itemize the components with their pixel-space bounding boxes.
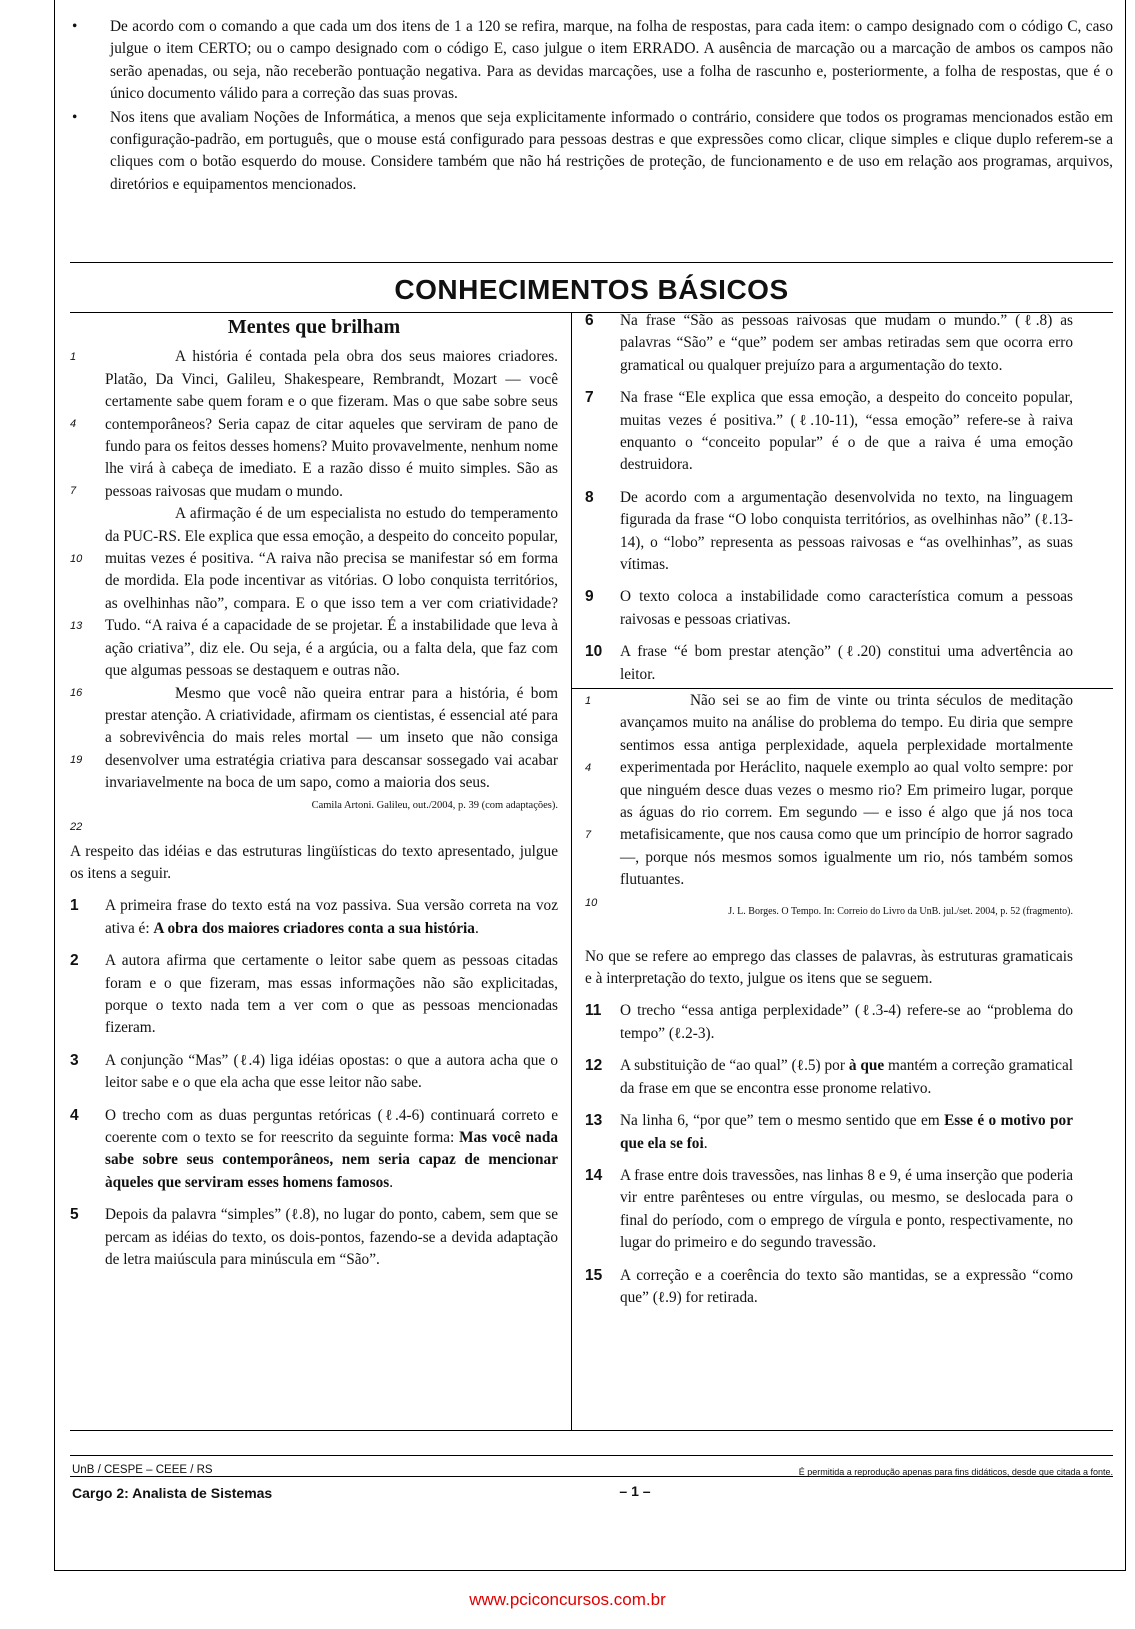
- question-item: 11 O trecho “essa antiga perplexidade” (ℓ.3-4) refere-se ao “problema do tempo” (ℓ.2-3).: [585, 1002, 1073, 1042]
- column-divider: [571, 312, 572, 1430]
- bottom-rule: [70, 1430, 1113, 1431]
- text1-title: Mentes que brilham: [227, 316, 401, 338]
- item-number: 9: [585, 588, 594, 606]
- paragraph: A história é contada pela obra dos seus maiores criadores. Platão, Da Vinci, Galileu, Shakespeare, Rembrandt, Mozart — você certamente sabe quem foram e o que fizeram. Mas o que sabe sobre seus contemporâneos? Seria capaz de citar aqueles que serviram de pano de fundo para os feitos desses homens? Muito provavelmente, nenhum nome lhe virá à cabeça de imediato. E a razão disso é muito simples. São as pessoas raivosas que mudam o mundo.: [105, 348, 558, 500]
- top-rule: [70, 262, 1113, 263]
- line-number: 1: [585, 695, 592, 707]
- left-column: [70, 312, 558, 1281]
- line-number: 1: [70, 351, 77, 364]
- item-number: 11: [585, 1002, 602, 1020]
- line-number: 16: [70, 687, 83, 700]
- footer-note: É permitida a reprodução apenas para fins didáticos, desde que citada a fonte.: [798, 1467, 1113, 1477]
- line-number: 7: [70, 485, 77, 498]
- item-number: 7: [585, 389, 594, 407]
- item-number: 8: [585, 488, 594, 506]
- question-item: 8 De acordo com a argumentação desenvolvida no texto, na linguagem figurada da frase “O lobo conquista territórios, as ovelhinhas não” (ℓ.13-14), o “lobo” representa as pessoas raivosas e “as ovelhinhas”, as suas vítimas.: [585, 488, 1073, 574]
- question-item: 3 A conjunção “Mas” (ℓ.4) liga idéias opostas: o que a autora acha que o leitor sabe e o que ela acha que esse leitor não sabe.: [70, 1051, 558, 1092]
- question-item: 5 Depois da palavra “simples” (ℓ.8), no lugar do ponto, cabem, sem que se percam as idéias do texto, os dois-pontos, fazendo-se a devida adaptação de letra maiúscula para minúscula em “São”.: [70, 1206, 558, 1269]
- right-column: [585, 310, 1073, 696]
- question-item: 10 A frase “é bom prestar atenção” (ℓ.20) constitui uma advertência ao leitor.: [585, 643, 1073, 683]
- footer-rule: [70, 1455, 1113, 1456]
- footer-cargo: Cargo 2: Analista de Sistemas: [72, 1485, 273, 1501]
- item-number: 6: [585, 312, 594, 329]
- line-number: 19: [70, 754, 83, 767]
- instructions: [70, 16, 1113, 197]
- item-number: 13: [585, 1112, 603, 1130]
- instruction-item: • Nos itens que avaliam Noções de Informática, a menos que seja explicitamente informado o contrário, considere que todos os programas mencionados estão em configuração-padrão, em português, que o mouse está configurado para pessoas destras e que expressões como clicar, clique simples e clique duplo referem-se a cliques com o botão esquerdo do mouse. Considere também que não há restrições de proteção, de funcionamento e de uso em relação aos programas, arquivos, diretórios e equipamentos mencionados.: [70, 107, 1113, 197]
- footer-org: UnB / CESPE – CEEE / RS: [72, 1464, 213, 1476]
- text1-source: Camila Artoni. Galileu, out./2004, p. 39 (com adaptações).: [311, 799, 558, 811]
- question-item: 15 A correção e a coerência do texto são mantidas, se a expressão “como que” (ℓ.9) for retirada.: [585, 1266, 1073, 1306]
- item-number: 3: [70, 1051, 79, 1069]
- question-item: 2 A autora afirma que certamente o leitor sabe quem as pessoas citadas foram e o que fizeram, mas essas informações não são explicitadas, porque o texto nada tem a ver com o que as pessoas mencionadas fizeram.: [70, 952, 558, 1037]
- line-number: 4: [585, 762, 592, 774]
- item-number: 2: [70, 952, 79, 970]
- line-number: 10: [70, 553, 83, 566]
- line-number: 13: [70, 620, 83, 633]
- line-number: 22: [70, 821, 83, 834]
- item-number: 14: [585, 1166, 603, 1184]
- line-number: 10: [585, 897, 598, 909]
- watermark-url[interactable]: www.pciconcursos.com.br: [469, 1590, 666, 1609]
- items-lead: A respeito das idéias e das estruturas lingüísticas do texto apresentado, julgue os itens a seguir.: [70, 842, 558, 882]
- item-number: 15: [585, 1266, 603, 1284]
- item-number: 5: [70, 1206, 79, 1224]
- item-number: 1: [70, 897, 79, 915]
- item-number: 12: [585, 1057, 603, 1075]
- text2-passage: [585, 690, 1073, 909]
- question-item: 6 Na frase “São as pessoas raivosas que mudam o mundo.” (ℓ.8) as palavras “São” e “que” podem ser ambas retiradas sem que ocorra erro gramatical ou qualquer prejuízo para a argumentação do texto.: [585, 312, 1073, 374]
- question-item: 13 Na linha 6, “por que” tem o mesmo sentido que em Esse é o motivo por que ela se foi.: [585, 1112, 1073, 1152]
- text2-source: J. L. Borges. O Tempo. In: Correio do Livro da UnB. jul./set. 2004, p. 52 (fragmento).: [728, 905, 1073, 917]
- page-number: – 1 –: [619, 1483, 651, 1499]
- item-number: 4: [70, 1106, 79, 1124]
- question-item: 14 A frase entre dois travessões, nas linhas 8 e 9, é uma inserção que poderia vir entre parênteses ou entre vírgulas, ou mesmo, se deslocada para o final do período, com o emprego de vírgula e ponto, respectivamente, no lugar do primeiro e do segundo travessão.: [585, 1166, 1073, 1252]
- footer-rule-2: [70, 1476, 1113, 1477]
- line-number: 4: [70, 418, 77, 431]
- items-lead: No que se refere ao emprego das classes de palavras, às estruturas gramaticais e à interpretação do texto, julgue os itens que se seguem.: [585, 947, 1073, 988]
- line-number: 7: [585, 829, 592, 841]
- paragraph: Mesmo que você não queira entrar para a história, é bom prestar atenção. A criatividade, afirmam os cientistas, é essencial até para a sobrevivência do mais reles mortal — um inseto que não consiga desenvolver uma estratégia criativa para descansar sossegado vai acabar invariavelmente na boca de um sapo, como a maioria dos seus.: [105, 684, 558, 792]
- section-title: CONHECIMENTOS BÁSICOS: [394, 274, 789, 305]
- question-item: 12 A substituição de “ao qual” (ℓ.5) por à que mantém a correção gramatical da frase em que se encontra esse pronome relativo.: [585, 1057, 1073, 1097]
- paragraph: A afirmação é de um especialista no estudo do temperamento da PUC-RS. Ele explica que essa emoção, a despeito do conceito popular, muitas vezes é positiva. “A raiva não precisa se manifestar só em forma de mordida. Ela pode incentivar as vitórias. O lobo conquista territórios, as ovelhinhas não”, compara. E o que isso tem a ver com criatividade? Tudo. “A raiva é a capacidade de se projetar. É a instabilidade que leva à ação criativa”, diz ele. Ou seja, é a argúcia, ou a falta dela, que faz com que algumas pessoas se destaquem e outras não.: [105, 505, 558, 680]
- paragraph: Não sei se ao fim de vinte ou trinta séculos de meditação avançamos muito na análise do problema do tempo. Eu diria que sempre sentimos essa antiga perplexidade, aquela perplexidade mortalmente experimentada por Heráclito, naquele exemplo ao qual volto sempre: por que ninguém desce duas vezes o mesmo rio? Em primeiro lugar, porque as águas do rio correm. Em segundo — e isso é algo que já nos toca metafisicamente, que nos causa como que um princípio de horror sagrado —, porque nós mesmos somos igualmente um rio, nós também somos flutuantes.: [620, 692, 1073, 889]
- item-number: 10: [585, 643, 603, 661]
- question-item: 7 Na frase “Ele explica que essa emoção, a despeito do conceito popular, muitas vezes é positiva.” (ℓ.10-11), “essa emoção” refere-se à raiva enquanto o “conceito popular” é o de que a raiva é uma emoção destruidora.: [585, 389, 1073, 474]
- question-item: 1 A primeira frase do texto está na voz passiva. Sua versão correta na voz ativa é: A obra dos maiores criadores conta a sua história.: [70, 897, 558, 937]
- question-item: 4 O trecho com as duas perguntas retóricas (ℓ.4-6) continuará correto e coerente com o texto se for reescrito da seguinte forma: Mas você nada sabe sobre seus contemporâneos, nem seria capaz de mencionar àqueles que serviram esses homens famosos.: [70, 1106, 558, 1191]
- right-column-lower: [585, 690, 1073, 1319]
- instruction-item: • De acordo com o comando a que cada um dos itens de 1 a 120 se refira, marque, na folha de respostas, para cada item: o campo designado com o código C, caso julgue o item CERTO; ou o campo designado com o código E, caso julgue o item ERRADO. A ausência de marcação ou a marcação de ambos os campos não serão apenadas, ou seja, não receberão pontuação negativa. Para as devidas marcações, use a folha de rascunho e, posteriormente, a folha de respostas, que é o único documento válido para a correção das suas provas.: [70, 16, 1113, 106]
- question-item: 9 O texto coloca a instabilidade como característica comum a pessoas raivosas e pessoas criativas.: [585, 588, 1073, 628]
